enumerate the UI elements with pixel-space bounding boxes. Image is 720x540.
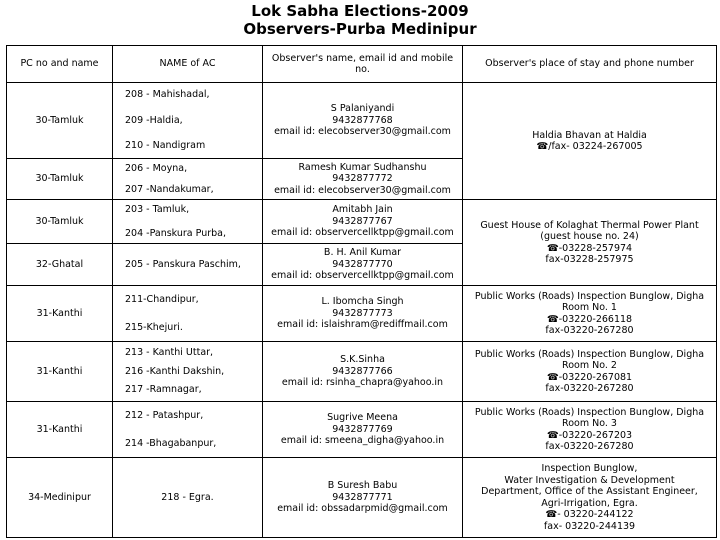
table-row	[7, 200, 717, 244]
ac-item: 214 -Bhagabanpur,	[125, 437, 217, 449]
observer-email: email id: elecobserver30@gmail.com	[274, 184, 451, 196]
observer-email: email id: smeena_digha@yahoo.in	[280, 435, 445, 447]
stay-cell	[463, 342, 717, 402]
observer-name: S.K.Sinha	[340, 354, 385, 366]
ac-item: 217 -Ramnagar,	[125, 384, 202, 396]
table-row	[7, 83, 717, 159]
observer-email: email id: observercellktpp@gmail.com	[271, 270, 454, 282]
ac-cell	[113, 402, 263, 458]
observer-cell	[263, 200, 463, 244]
observer-mobile: 9432877767	[332, 215, 393, 227]
stay-fax: fax- 03220-244139	[543, 520, 636, 532]
ac-item: 210 - Nandigram	[125, 140, 206, 152]
stay-room: Room No. 2	[562, 360, 617, 371]
observer-cell	[263, 159, 463, 200]
ac-cell	[113, 342, 263, 402]
observer-email: email id: observercellktpp@gmail.com	[271, 227, 454, 239]
pc-cell: 31-Kanthi	[7, 286, 113, 342]
observer-mobile: 9432877769	[332, 423, 393, 435]
observer-email: email id: islaishram@rediffmail.com	[277, 319, 448, 331]
stay-fax: fax-03220-267280	[545, 383, 634, 394]
observer-mobile: 9432877770	[332, 258, 393, 270]
observers-table	[6, 45, 717, 538]
observer-mobile: 9432877766	[332, 365, 393, 377]
page-title: Lok Sabha Elections-2009	[251, 2, 469, 20]
ac-cell: 205 - Panskura Paschim,	[113, 244, 263, 286]
observer-email: email id: obssadarpmid@gmail.com	[277, 503, 448, 515]
page-subtitle: Observers-Purba Medinipur	[243, 20, 477, 38]
observer-cell	[263, 244, 463, 286]
stay-room: Room No. 3	[562, 418, 617, 429]
ac-item: 209 -Haldia,	[125, 114, 183, 126]
observer-email: email id: rsinha_chapra@yahoo.in	[281, 377, 444, 389]
stay-line: Department, Office of the Assistant Engineer,	[481, 486, 698, 497]
stay-room: Room No. 1	[562, 302, 617, 313]
header-observer: Observer's name, email id and mobile no.	[263, 46, 463, 83]
observer-cell	[263, 342, 463, 402]
ac-item: 204 -Panskura Purba,	[125, 227, 227, 239]
pc-cell: 31-Kanthi	[7, 402, 113, 458]
table-row	[7, 458, 717, 538]
ac-item: 206 - Moyna,	[125, 163, 188, 174]
ac-cell	[113, 200, 263, 244]
pc-cell: 32-Ghatal	[7, 244, 113, 286]
stay-fax: fax-03228-257975	[545, 254, 634, 265]
ac-item: 203 - Tamluk,	[125, 204, 190, 215]
stay-phone: ☎-03220-266118	[546, 313, 633, 325]
pc-cell: 34-Medinipur	[7, 458, 113, 538]
header-row	[7, 46, 717, 83]
header-pc: PC no and name	[7, 46, 113, 83]
stay-line: Public Works (Roads) Inspection Bunglow, Digha	[474, 348, 705, 360]
header-ac: NAME of AC	[113, 46, 263, 83]
stay-cell	[463, 83, 717, 200]
observer-cell	[263, 402, 463, 458]
pc-cell: 30-Tamluk	[7, 83, 113, 159]
stay-fax: fax-03220-267280	[545, 441, 634, 452]
header-stay: Observer's place of stay and phone number	[463, 46, 717, 83]
observer-mobile: 9432877772	[332, 173, 393, 185]
observer-mobile: 9432877771	[332, 491, 393, 503]
observer-mobile: 9432877773	[332, 307, 393, 319]
stay-phone: ☎-03228-257974	[546, 242, 633, 254]
observer-name: Amitabh Jain	[332, 204, 393, 216]
stay-line: Haldia Bhavan at Haldia	[532, 129, 647, 141]
stay-line: Inspection Bunglow,	[541, 463, 638, 474]
observer-name: B Suresh Babu	[327, 480, 398, 492]
pc-cell: 31-Kanthi	[7, 342, 113, 402]
ac-cell: 218 - Egra.	[113, 458, 263, 538]
stay-phone: ☎-03220-267081	[546, 371, 633, 383]
ac-item: 208 - Mahishadal,	[125, 89, 210, 101]
observer-cell	[263, 83, 463, 159]
ac-item: 213 - Kanthi Uttar,	[125, 347, 214, 359]
ac-cell	[113, 286, 263, 342]
observer-name: B. H. Anil Kumar	[323, 247, 402, 259]
ac-item: 207 -Nandakumar,	[125, 183, 214, 195]
pc-cell: 30-Tamluk	[7, 159, 113, 200]
observer-mobile: 9432877768	[332, 114, 393, 126]
stay-fax: fax-03220-267280	[545, 325, 634, 336]
observer-email: email id: elecobserver30@gmail.com	[274, 126, 451, 138]
stay-phone: ☎-03220-267203	[546, 429, 633, 441]
observer-name: Ramesh Kumar Sudhanshu	[298, 161, 427, 173]
observer-cell	[263, 286, 463, 342]
ac-item: 211-Chandipur,	[125, 294, 199, 305]
stay-cell	[463, 458, 717, 538]
stay-cell	[463, 286, 717, 342]
stay-phone: ☎- 03220-244122	[545, 509, 634, 520]
observer-name: S Palaniyandi	[330, 103, 395, 115]
ac-item: 215-Khejuri.	[125, 321, 183, 333]
stay-line: (guest house no. 24)	[540, 231, 639, 242]
table-row	[7, 342, 717, 402]
observer-cell	[263, 458, 463, 538]
ac-item: 212 - Patashpur,	[125, 410, 204, 421]
stay-cell	[463, 402, 717, 458]
ac-cell	[113, 159, 263, 200]
stay-line: Public Works (Roads) Inspection Bunglow, Digha	[474, 406, 705, 418]
ac-item: 216 -Kanthi Dakshin,	[125, 365, 225, 377]
stay-line: Agri-Irrigation, Egra.	[541, 497, 638, 509]
stay-line: Public Works (Roads) Inspection Bunglow, Digha	[474, 290, 705, 302]
table-row	[7, 286, 717, 342]
stay-line: Water Investigation & Development	[504, 474, 675, 486]
observer-name: Sugrive Meena	[327, 412, 398, 424]
observer-name: L. Ibomcha Singh	[321, 296, 404, 308]
pc-cell: 30-Tamluk	[7, 200, 113, 244]
stay-line: Guest House of Kolaghat Thermal Power Plant	[480, 219, 699, 231]
stay-cell	[463, 200, 717, 286]
table-row	[7, 402, 717, 458]
stay-phone: ☎/fax- 03224-267005	[536, 141, 643, 152]
ac-cell	[113, 83, 263, 159]
